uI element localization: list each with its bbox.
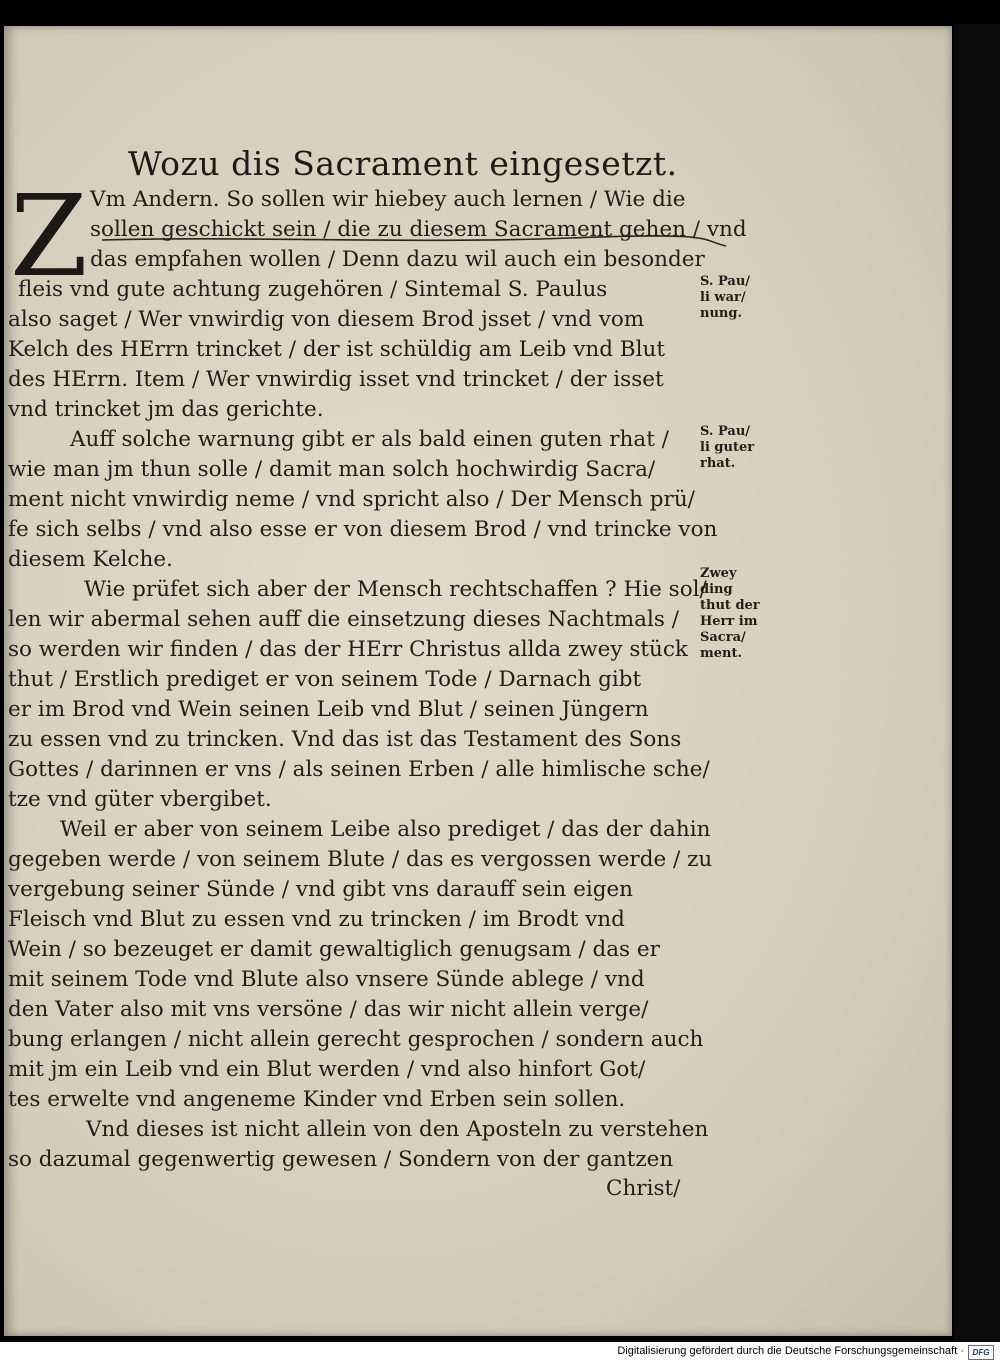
text-line: mit jm ein Leib vnd ein Blut werden / vnd also hinfort Got/ — [8, 1057, 646, 1082]
text-line: den Vater also mit vns versöne / das wir nicht allein verge/ — [8, 997, 649, 1022]
dfg-logo: DFG — [968, 1345, 994, 1360]
text-line: Gottes / darinnen er vns / als seinen Erben / alle himlische sche/ — [8, 757, 710, 782]
text-line: so dazumal gegenwertig gewesen / Sondern von der gantzen — [8, 1147, 674, 1172]
text-line: das empfahen wollen / Denn dazu wil auch ein besonder — [90, 247, 705, 272]
drop-capital: Z — [10, 172, 88, 302]
margin-note-line: S. Pau/ — [700, 274, 751, 289]
text-line: thut / Erstlich prediget er von seinem Tode / Darnach gibt — [8, 667, 642, 692]
text-line: Auff solche warnung gibt er als bald einen guten rhat / — [70, 427, 669, 452]
text-line: Wein / so bezeuget er damit gewaltiglich genugsam / das er — [8, 937, 660, 962]
margin-note-line: li war/ — [700, 290, 746, 305]
text-line: Kelch des HErrn trincket / der ist schüldig am Leib vnd Blut — [8, 337, 665, 362]
catchword: Christ/ — [606, 1176, 681, 1201]
funding-credit: Digitalisierung gefördert durch die Deutsche Forschungsgemeinschaft · — [617, 1345, 964, 1357]
footer-bar — [0, 1342, 1000, 1364]
text-line: so werden wir finden / das der HErr Christus allda zwey stück — [8, 637, 688, 662]
text-line: len wir abermal sehen auff die einsetzung dieses Nachtmals / — [8, 607, 679, 632]
text-line: zu essen vnd zu trincken. Vnd das ist das Testament des Sons — [8, 727, 682, 752]
text-line: vnd trincket jm das gerichte. — [8, 397, 324, 422]
margin-note-line: ment. — [700, 646, 743, 661]
text-line: bung erlangen / nicht allein gerecht gesprochen / sondern auch — [8, 1027, 704, 1052]
margin-note-line: nung. — [700, 306, 742, 321]
text-line: er im Brod vnd Wein seinen Leib vnd Blut / seinen Jüngern — [8, 697, 649, 722]
text-line: Wie prüfet sich aber der Mensch rechtschaffen ? Hie sol/ — [84, 577, 707, 602]
text-line: also saget / Wer vnwirdig von diesem Brod jsset / vnd vom — [8, 307, 645, 332]
margin-note-line: Sacra/ — [700, 630, 746, 645]
text-line: tes erwelte vnd angeneme Kinder vnd Erben sein sollen. — [8, 1087, 626, 1112]
text-line: wie man jm thun solle / damit man solch hochwirdig Sacra/ — [8, 457, 656, 482]
text-line: Weil er aber von seinem Leibe also prediget / das der dahin — [60, 817, 711, 842]
margin-note — [700, 424, 766, 472]
text-line: vergebung seiner Sünde / vnd gibt vns darauff sein eigen — [8, 877, 634, 902]
margin-note — [700, 566, 766, 662]
margin-note-line: Herr im — [700, 614, 758, 629]
text-line: mit seinem Tode vnd Blute also vnsere Sünde ablege / vnd — [8, 967, 645, 992]
text-line: Vnd dieses ist nicht allein von den Aposteln zu verstehen — [86, 1117, 709, 1142]
text-line: sollen geschickt sein / die zu diesem Sacrament gehen / vnd — [90, 217, 747, 242]
margin-note-line: thut der — [700, 598, 760, 613]
margin-note-line: rhat. — [700, 456, 736, 471]
margin-note — [700, 274, 766, 322]
margin-note-line: S. Pau/ — [700, 424, 751, 439]
text-line: ment nicht vnwirdig neme / vnd spricht also / Der Mensch prü/ — [8, 487, 695, 512]
text-line: tze vnd güter vbergibet. — [8, 787, 272, 812]
text-line: gegeben werde / von seinem Blute / das es vergossen werde / zu — [8, 847, 713, 872]
text-line: Vm Andern. So sollen wir hiebey auch lernen / Wie die — [90, 187, 686, 212]
text-line: des HErrn. Item / Wer vnwirdig isset vnd trincket / der isset — [8, 367, 664, 392]
text-line: fleis vnd gute achtung zugehören / Sintemal S. Paulus — [18, 277, 608, 302]
margin-note-line: ding — [700, 582, 733, 597]
text-line: fe sich selbs / vnd also esse er von diesem Brod / vnd trincke von — [8, 517, 718, 542]
text-line: diesem Kelche. — [8, 547, 173, 572]
text-line: Fleisch vnd Blut zu essen vnd zu trincken / im Brodt vnd — [8, 907, 625, 932]
page-heading: Wozu dis Sacrament eingesetzt. — [128, 144, 678, 183]
scan-edge — [954, 24, 1000, 1342]
margin-note-line: li guter — [700, 440, 755, 455]
book-page — [4, 26, 952, 1336]
margin-note-line: Zwey — [700, 566, 737, 581]
